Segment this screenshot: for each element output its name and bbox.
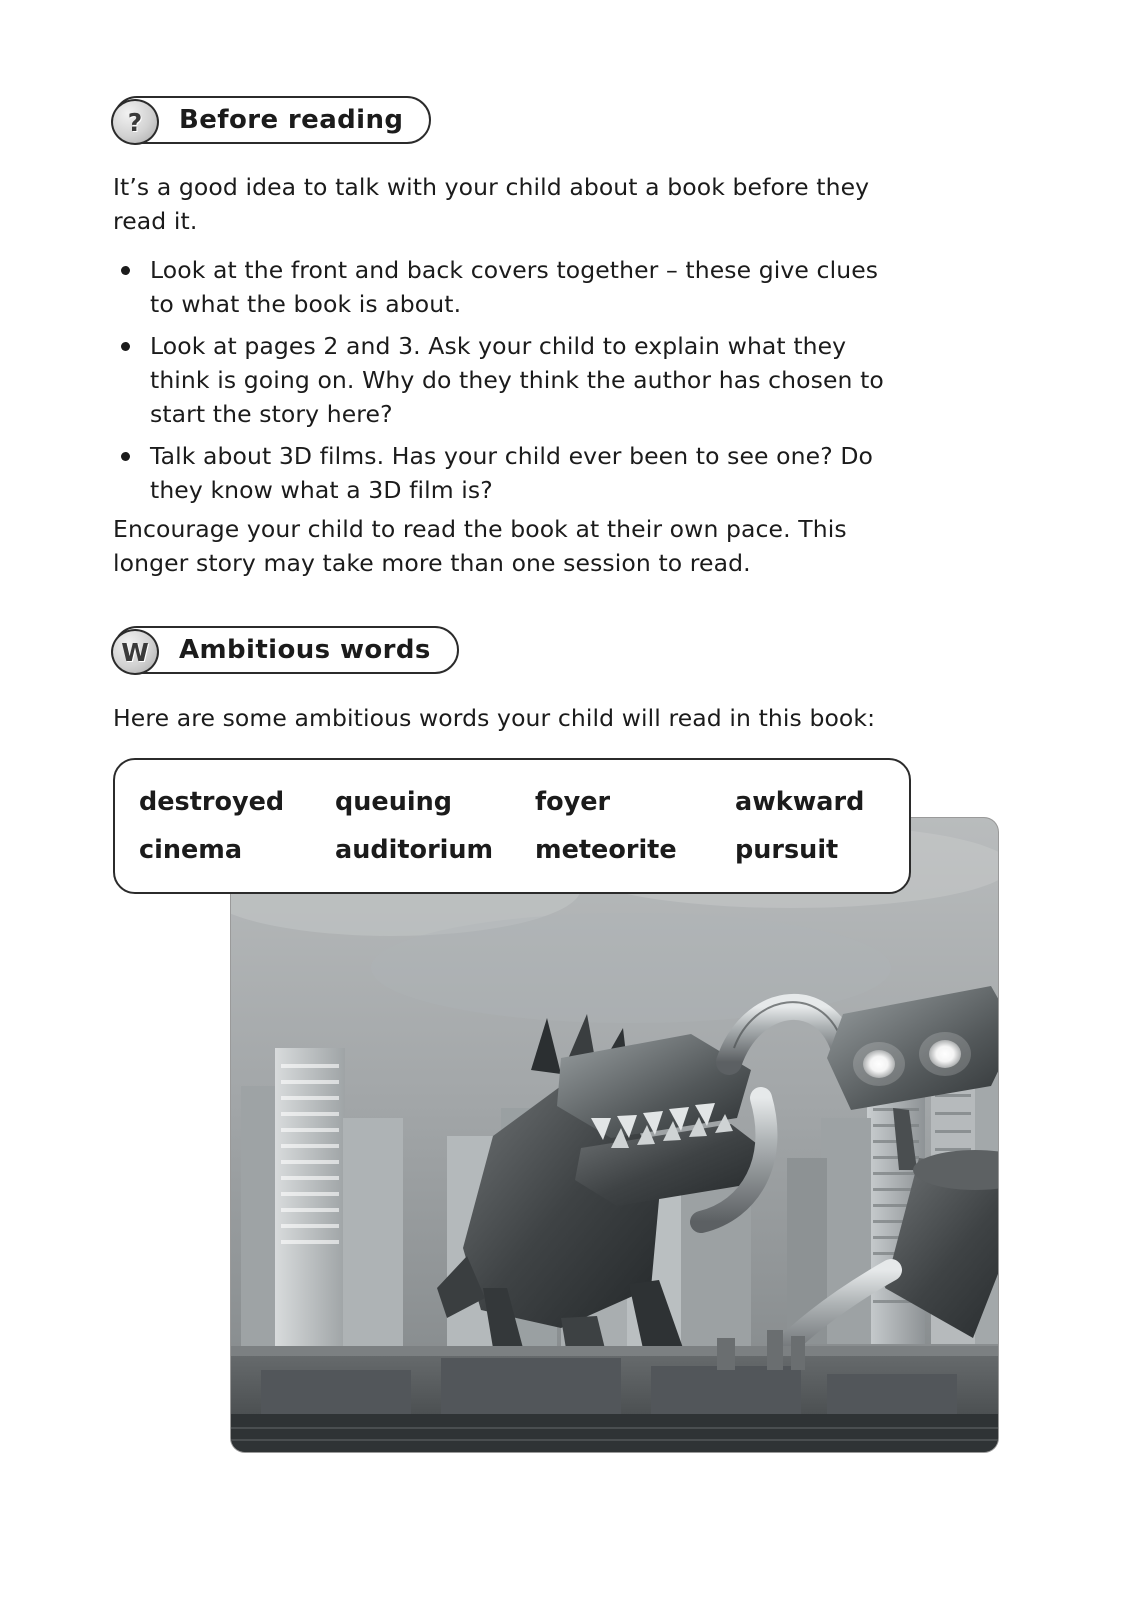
before-reading-outro: Encourage your child to read the book at their own pace. This longer story may take more than one session to read.: [113, 515, 847, 577]
list-item: Talk about 3D films. Has your child ever been to see one? Do they know what a 3D film is?: [113, 439, 903, 507]
question-mark-badge: [111, 99, 159, 145]
ambitious-words-intro: Here are some ambitious words your child will read in this book:: [113, 704, 876, 732]
word-item: cinema: [139, 835, 243, 865]
list-item: Look at the front and back covers together – these give clues to what the book is about.: [113, 253, 903, 321]
w-letter-badge: [111, 629, 159, 675]
badge-glyph: ?: [127, 107, 143, 137]
ambitious-words-box: [113, 758, 911, 894]
word-item: meteorite: [535, 835, 677, 865]
word-item: foyer: [535, 787, 611, 817]
before-reading-intro: It’s a good idea to talk with your child about a book before they read it.: [113, 173, 870, 235]
robot-monster-city-photo: [231, 818, 998, 1452]
heading-pill: [113, 96, 431, 144]
list-item: Look at pages 2 and 3. Ask your child to explain what they think is going on. Why do they think the author has chosen to start the story here?: [113, 329, 903, 431]
section-heading-before-reading: [113, 95, 431, 145]
word-item: queuing: [335, 787, 453, 817]
heading-label: Before reading: [179, 105, 404, 135]
heading-pill: [113, 626, 459, 674]
heading-label: Ambitious words: [179, 635, 431, 665]
before-reading-bullet-list: [113, 253, 903, 515]
word-item: destroyed: [139, 787, 285, 817]
section-heading-ambitious-words: [113, 625, 459, 675]
badge-glyph: W: [121, 637, 149, 667]
ambitious-words-grid: [139, 778, 889, 874]
word-item: awkward: [735, 787, 865, 817]
word-item: pursuit: [735, 835, 839, 865]
word-item: auditorium: [335, 835, 494, 865]
